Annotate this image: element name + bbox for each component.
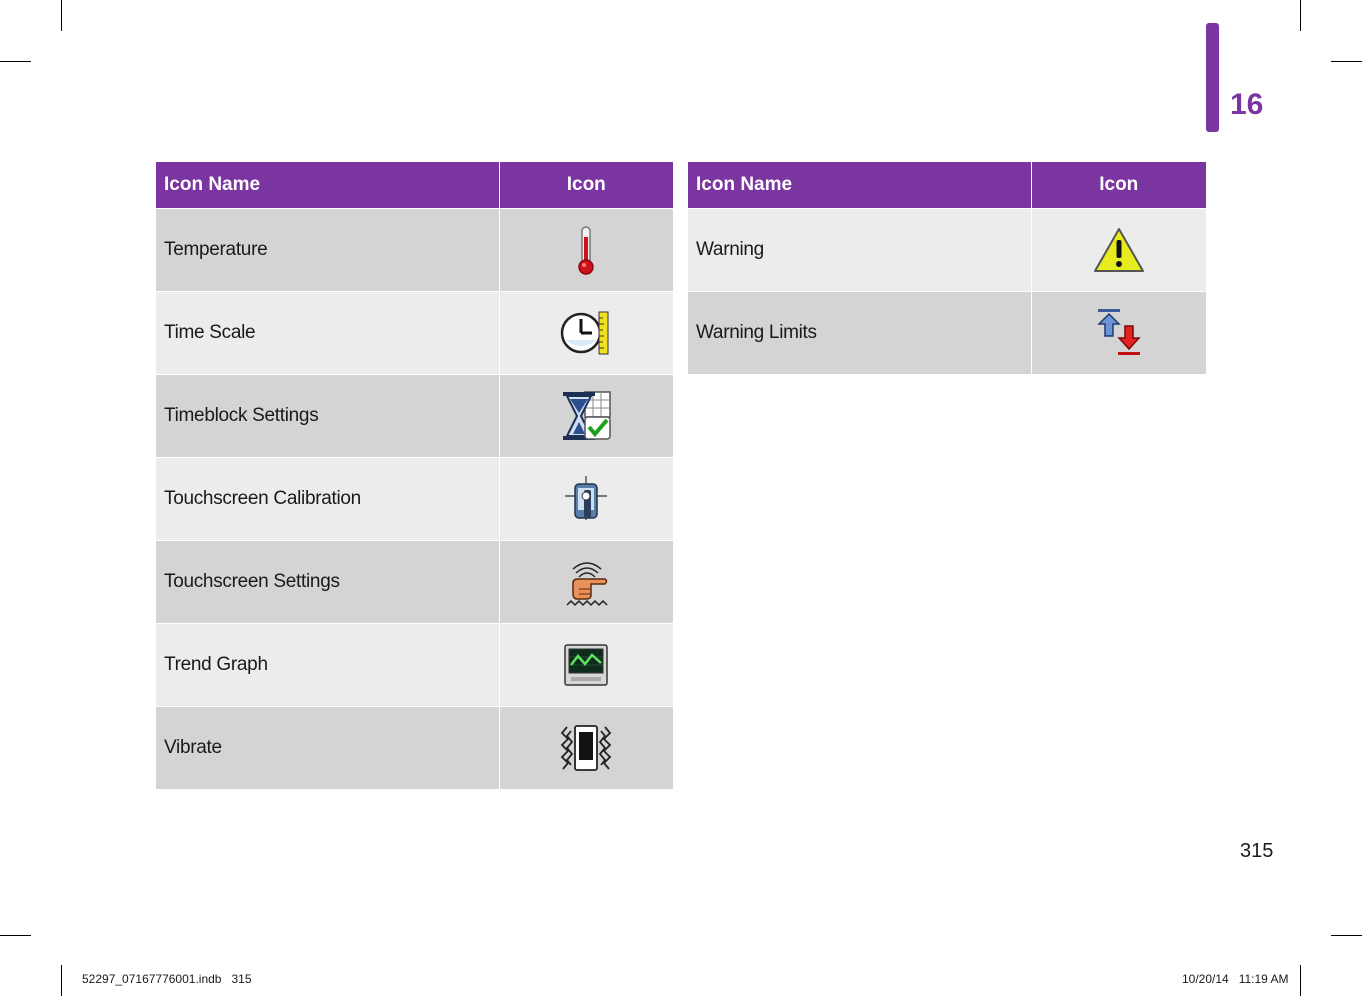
table-row	[156, 707, 673, 790]
page-number: 315	[1240, 840, 1274, 862]
crop-mark	[1331, 935, 1362, 936]
icon-cell	[499, 375, 673, 458]
icon-cell	[499, 458, 673, 541]
hourglass-grid-check-icon	[559, 389, 613, 443]
icon-name-cell: Trend Graph	[156, 624, 499, 707]
icon-name-cell: Vibrate	[156, 707, 499, 790]
icon-cell	[1031, 209, 1206, 292]
table-row	[156, 209, 673, 292]
table-row	[688, 292, 1206, 375]
table-row	[688, 209, 1206, 292]
icon-cell	[499, 209, 673, 292]
crop-mark	[0, 935, 31, 936]
icon-cell	[1031, 292, 1206, 375]
icon-cell	[499, 292, 673, 375]
footer-timestamp: 10/20/14 11:19 AM	[1182, 972, 1289, 986]
warning-limits-arrows-icon	[1092, 306, 1146, 360]
footer-file-name: 52297_07167776001.indb 315	[82, 972, 252, 986]
chapter-number: 16	[1230, 88, 1264, 121]
column-header-icon-name: Icon Name	[156, 162, 499, 209]
icon-name-cell: Time Scale	[156, 292, 499, 375]
icon-cell	[499, 707, 673, 790]
crop-mark	[1331, 61, 1362, 62]
crop-mark	[1300, 965, 1301, 996]
table-header-row	[156, 162, 673, 209]
table-row	[156, 624, 673, 707]
icon-name-cell: Warning Limits	[688, 292, 1031, 375]
icon-name-cell: Touchscreen Settings	[156, 541, 499, 624]
icon-table-right	[688, 162, 1206, 374]
icon-cell	[499, 541, 673, 624]
trend-graph-icon	[563, 643, 609, 687]
icon-name-cell: Touchscreen Calibration	[156, 458, 499, 541]
icon-table-left	[156, 162, 673, 789]
crop-mark	[0, 61, 31, 62]
icon-name-cell: Warning	[688, 209, 1031, 292]
column-header-icon: Icon	[1031, 162, 1206, 209]
table-row	[156, 292, 673, 375]
column-header-icon: Icon	[499, 162, 673, 209]
chapter-tab-bar	[1206, 23, 1219, 132]
warning-triangle-icon	[1092, 226, 1146, 274]
table-row	[156, 541, 673, 624]
device-crosshair-icon	[561, 474, 611, 524]
table-header-row	[688, 162, 1206, 209]
column-header-icon-name: Icon Name	[688, 162, 1031, 209]
crop-mark	[1300, 0, 1301, 31]
table-row	[156, 375, 673, 458]
crop-mark	[61, 0, 62, 31]
icon-name-cell: Temperature	[156, 209, 499, 292]
vibrate-phone-icon	[559, 723, 613, 773]
crop-mark	[61, 965, 62, 996]
icon-cell	[499, 624, 673, 707]
icon-name-cell: Timeblock Settings	[156, 375, 499, 458]
pointing-hand-icon	[561, 555, 611, 609]
clock-ruler-icon	[559, 308, 613, 358]
table-row	[156, 458, 673, 541]
thermometer-icon	[566, 223, 606, 277]
